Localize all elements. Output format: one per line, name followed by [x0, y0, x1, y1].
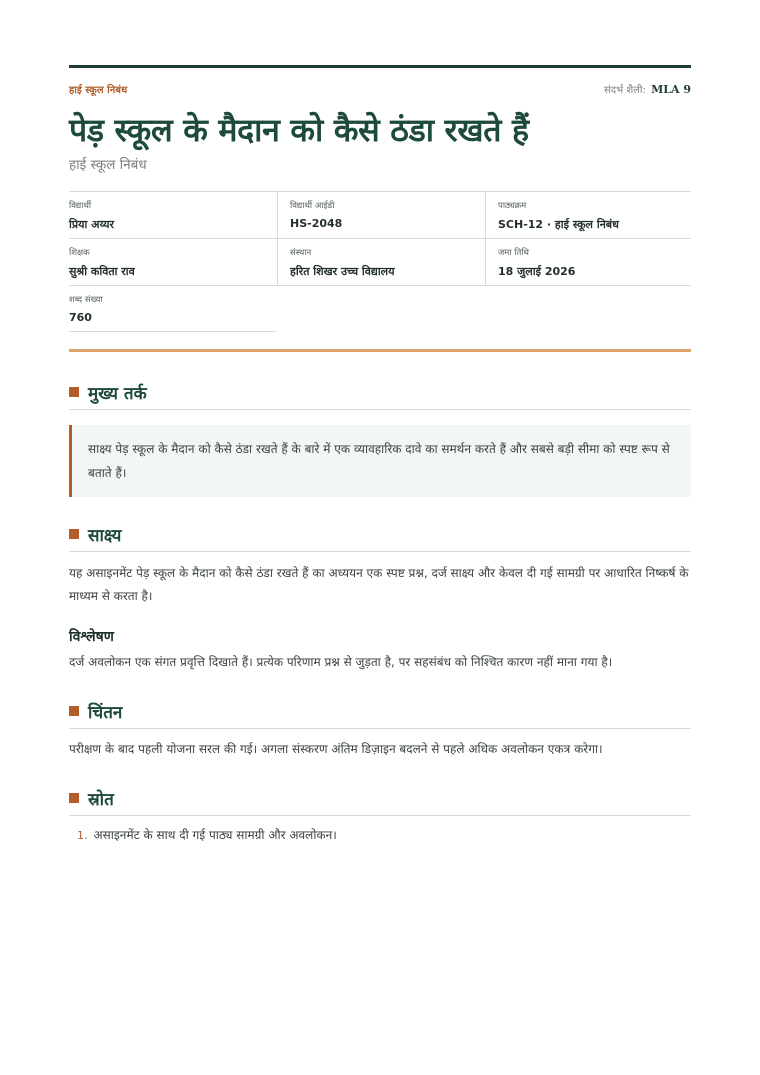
source-number: 1. — [77, 829, 88, 842]
section-heading-text: चिंतन — [88, 703, 123, 723]
meta-label: शिक्षक — [69, 248, 90, 258]
meta-value: प्रिया अय्यर — [69, 218, 115, 231]
meta-student — [69, 192, 277, 238]
section-marker — [69, 793, 79, 803]
meta-institution — [277, 239, 485, 285]
accent-rule — [69, 349, 691, 352]
section-heading-evidence — [69, 523, 691, 552]
section-marker — [69, 387, 79, 397]
section-heading-text: साक्ष्य — [88, 526, 122, 546]
section-marker — [69, 706, 79, 716]
meta-label: विद्यार्थी आईडी — [290, 201, 335, 211]
citation-style-value: MLA 9 — [651, 83, 691, 96]
meta-teacher — [69, 239, 277, 285]
source-text: असाइनमेंट के साथ दी गई पाठ्य सामग्री और अवलोकन। — [93, 828, 337, 842]
analysis-paragraph: दर्ज अवलोकन एक संगत प्रवृत्ति दिखाते हैं। प्रत्येक परिणाम प्रश्न से जुड़ता है, पर सहसंबंध को निश्चित कारण नहीं माना गया है। — [69, 655, 613, 669]
meta-word-count — [69, 286, 276, 332]
meta-due-date — [485, 239, 691, 285]
citation-style — [604, 82, 691, 96]
meta-value: 760 — [69, 311, 92, 324]
source-item — [77, 826, 337, 843]
meta-value: सुश्री कविता राव — [69, 265, 135, 278]
meta-course — [485, 192, 691, 238]
metadata-row — [69, 191, 691, 238]
section-heading-text: मुख्य तर्क — [88, 384, 147, 404]
page-title: पेड़ स्कूल के मैदान को कैसे ठंडा रखते हैं — [69, 111, 529, 149]
meta-value: SCH-12 · हाई स्कूल निबंध — [498, 218, 619, 231]
top-rule — [69, 65, 691, 68]
citation-style-label: संदर्भ शैली: — [604, 85, 646, 96]
reflection-paragraph: परीक्षण के बाद पहली योजना सरल की गई। अगला संस्करण अंतिम डिज़ाइन बदलने से पहले अधिक अवलोकन एकत्र करेगा। — [69, 742, 603, 756]
meta-value: हरित शिखर उच्च विद्यालय — [290, 265, 395, 278]
metadata-table — [69, 191, 691, 286]
page-subtitle: हाई स्कूल निबंध — [69, 157, 147, 173]
section-heading-thesis — [69, 381, 691, 410]
meta-label: शब्द संख्या — [69, 295, 103, 305]
meta-label: जमा तिथि — [498, 248, 529, 258]
metadata-row — [69, 238, 691, 286]
essay-type-kicker: हाई स्कूल निबंध — [69, 85, 128, 96]
meta-label: संस्थान — [290, 248, 312, 258]
meta-label: पाठ्यक्रम — [498, 201, 527, 211]
evidence-paragraph: यह असाइनमेंट पेड़ स्कूल के मैदान को कैसे ठंडा रखते हैं का अध्ययन एक स्पष्ट प्रश्न, दर्ज साक्ष्य और केवल दी गई सामग्री पर आधारित निष्कर्ष के माध्यम से करता है। — [69, 566, 689, 603]
section-heading-text: स्रोत — [88, 790, 114, 810]
section-heading-sources — [69, 787, 691, 816]
thesis-callout: साक्ष्य पेड़ स्कूल के मैदान को कैसे ठंडा रखते हैं के बारे में एक व्यावहारिक दावे का समर्थन करते हैं और सबसे बड़ी सीमा को स्पष्ट रूप से बताते हैं। — [69, 425, 691, 497]
meta-value: HS-2048 — [290, 217, 343, 230]
meta-label: विद्यार्थी — [69, 201, 92, 211]
analysis-heading: विश्लेषण — [69, 629, 114, 645]
meta-value: 18 जुलाई 2026 — [498, 265, 576, 278]
sources-list — [77, 826, 337, 843]
meta-student-id — [277, 192, 485, 238]
section-marker — [69, 529, 79, 539]
section-heading-reflection — [69, 700, 691, 729]
